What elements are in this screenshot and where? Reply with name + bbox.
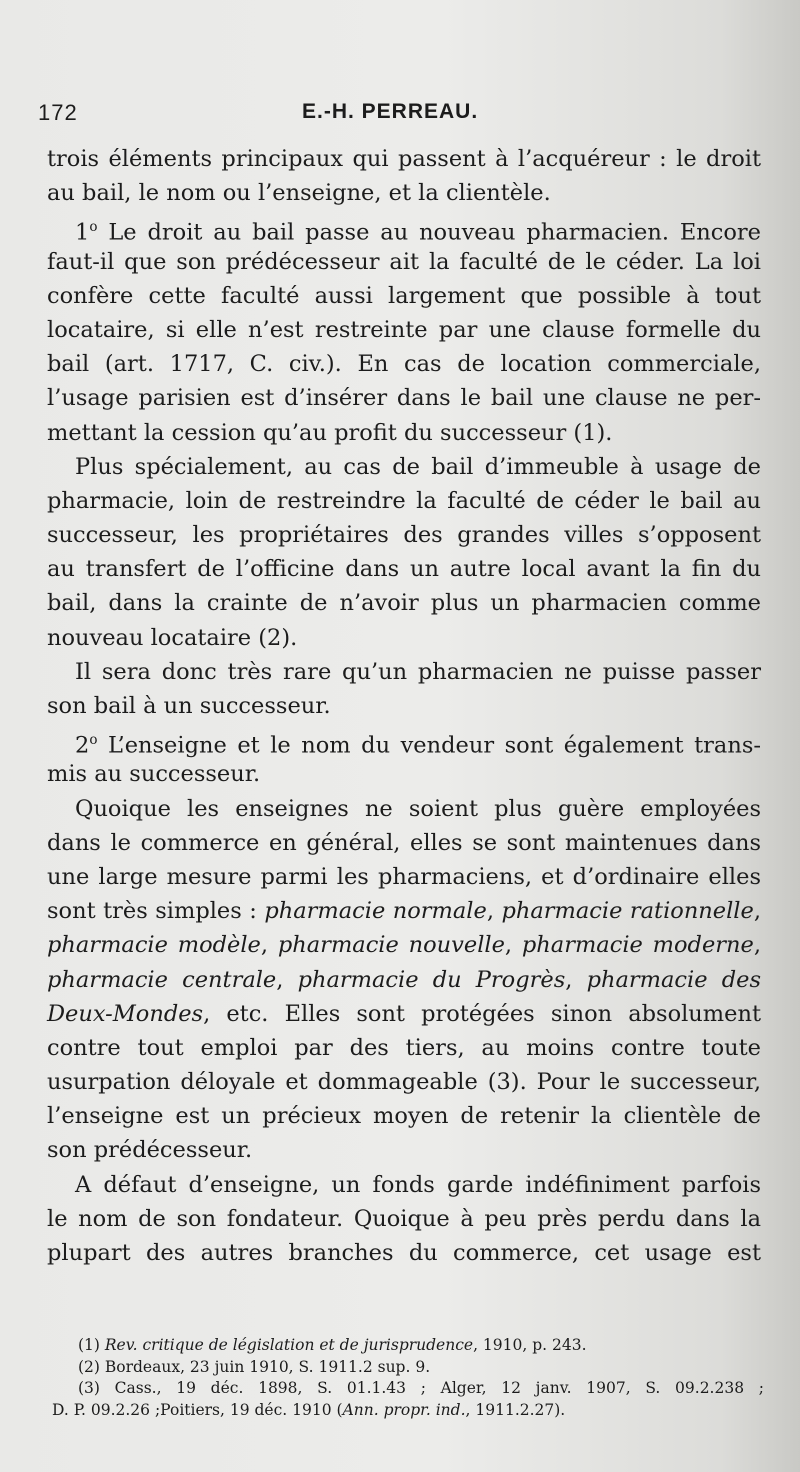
page-number: 172 <box>38 100 78 125</box>
text-run: D. P. 09.2.26 ;Poitiers, 19 déc. 1910 ( <box>52 1400 343 1419</box>
text-run: sont très simples : <box>47 898 265 925</box>
text-line <box>47 997 761 1031</box>
italic-text: pharmacie des <box>586 966 761 993</box>
text-run: , 1911.2.27). <box>465 1400 566 1419</box>
text-run: , <box>565 966 587 993</box>
text-line <box>47 689 761 723</box>
text-run: confère cette faculté aussi largement que possible à tout <box>47 282 761 309</box>
text-run: , <box>753 898 761 925</box>
footnote-line <box>52 1357 764 1379</box>
text-line <box>47 416 761 450</box>
text-run: 2 <box>75 732 90 759</box>
italic-text: pharmacie nouvelle <box>277 932 505 959</box>
text-line <box>47 518 761 552</box>
text-run: locataire, si elle n’est restreinte par une clause formelle du <box>47 316 761 343</box>
text-line <box>47 381 761 415</box>
text-run: bail, dans la crainte de n’avoir plus un pharmacien comme <box>47 590 761 617</box>
text-run: 1 <box>75 219 90 246</box>
text-run: l’enseigne est un précieux moyen de retenir la clientèle de <box>47 1103 761 1130</box>
text-run: , <box>486 898 502 925</box>
text-line <box>47 1065 761 1099</box>
text-run: , <box>260 932 278 959</box>
text-line <box>47 586 761 620</box>
text-line <box>47 1236 761 1270</box>
text-line <box>47 826 761 860</box>
text-run: au transfert de l’officine dans un autre local avant la fin du <box>47 556 761 583</box>
text-run: le nom de son fondateur. Quoique à peu près perdu dans la <box>47 1205 761 1232</box>
text-run: son prédécesseur. <box>47 1137 253 1164</box>
page-header <box>38 100 758 134</box>
text-line <box>47 210 761 244</box>
text-line <box>47 894 761 928</box>
text-line <box>47 142 761 176</box>
italic-text: Deux-Mondes <box>47 1000 204 1027</box>
italic-text: pharmacie centrale <box>47 966 277 993</box>
text-run: , <box>276 966 298 993</box>
text-run: mis au successeur. <box>47 761 261 788</box>
text-line <box>47 1133 761 1167</box>
text-line <box>47 757 761 791</box>
text-run: l’usage parisien est d’insérer dans le bail une clause ne per- <box>47 385 761 412</box>
text-line <box>47 245 761 279</box>
text-run: plupart des autres branches du commerce, cet usage est <box>47 1240 761 1266</box>
footnote-line <box>52 1335 764 1357</box>
footnote-line <box>52 1378 764 1400</box>
text-line <box>47 621 761 655</box>
text-line <box>47 723 761 757</box>
text-run: usurpation déloyale et dommageable (3). Pour le successeur, <box>47 1069 761 1096</box>
text-run: Le droit au bail passe au nouveau pharmacien. Encore <box>97 219 761 246</box>
italic-text: pharmacie normale <box>264 898 487 925</box>
italic-text: pharmacie moderne <box>521 932 754 959</box>
text-line <box>47 347 761 381</box>
text-run: trois éléments principaux qui passent à l’acquéreur : le droit <box>47 146 761 172</box>
text-line <box>47 655 761 689</box>
text-line <box>47 450 761 484</box>
text-line <box>47 963 761 997</box>
text-run: pharmacie, loin de restreindre la faculté de céder le bail au <box>47 487 761 514</box>
text-run: mettant la cession qu’au profit du successeur (1). <box>47 419 613 446</box>
text-run: A défaut d’enseigne, un fonds garde indéfiniment parfois <box>75 1171 761 1198</box>
text-run: , 1910, p. 243. <box>473 1336 587 1354</box>
text-line <box>47 1031 761 1065</box>
footnote-line <box>52 1400 764 1422</box>
text-line <box>47 484 761 518</box>
text-line <box>47 928 761 962</box>
text-run: , <box>753 932 761 959</box>
ordinal-superscript: o <box>89 732 98 749</box>
text-run: son bail à un successeur. <box>47 693 331 719</box>
text-line <box>47 1099 761 1133</box>
text-run: (2) Bordeaux, 23 juin 1910, S. 1911.2 sup. 9. <box>78 1357 431 1376</box>
text-run: , <box>504 932 522 959</box>
text-line <box>47 313 761 347</box>
italic-text: pharmacie modèle <box>47 932 261 959</box>
text-line <box>47 1202 761 1236</box>
text-run: dans le commerce en général, elles se sont maintenues dans <box>47 829 761 856</box>
text-run: Quoique les enseignes ne soient plus guère employées <box>75 795 761 822</box>
ordinal-superscript: o <box>89 219 98 236</box>
text-run: Il sera donc très rare qu’un pharmacien ne puisse passer <box>75 658 761 685</box>
italic-text: Rev. critique de législation et de jurisprudence <box>104 1336 474 1354</box>
text-line <box>47 279 761 313</box>
italic-text: pharmacie rationnelle <box>501 898 754 925</box>
text-run: (3) Cass., 19 déc. 1898, S. 01.1.43 ; Alger, 12 janv. 1907, S. 09.2.238 ; <box>78 1379 764 1397</box>
running-head: E.-H. PERREAU. <box>302 100 479 123</box>
text-run: (1) <box>78 1336 105 1354</box>
text-run: faut-il que son prédécesseur ait la faculté de le céder. La loi <box>47 248 761 275</box>
text-run: L’enseigne et le nom du vendeur sont également trans- <box>97 732 761 759</box>
text-run: , etc. Elles sont protégées sinon absolument <box>203 1000 761 1027</box>
text-line <box>47 1168 761 1202</box>
text-run: nouveau locataire (2). <box>47 624 298 651</box>
italic-text: pharmacie du Progrès <box>297 966 566 993</box>
text-run: bail (art. 1717, C. civ.). En cas de location commerciale, <box>47 351 761 378</box>
text-run: successeur, les propriétaires des grandes villes s’opposent <box>47 522 761 549</box>
text-run: au bail, le nom ou l’enseigne, et la clientèle. <box>47 180 551 207</box>
text-line <box>47 860 761 894</box>
text-line <box>47 792 761 826</box>
footnotes <box>52 1335 764 1421</box>
text-line <box>47 176 761 210</box>
body-text <box>47 142 761 1270</box>
italic-text: Ann. propr. ind. <box>342 1400 466 1419</box>
text-run: Plus spécialement, au cas de bail d’immeuble à usage de <box>75 453 761 480</box>
text-run: contre tout emploi par des tiers, au moins contre toute <box>47 1034 761 1061</box>
text-line <box>47 552 761 586</box>
text-run: une large mesure parmi les pharmaciens, et d’ordinaire elles <box>47 863 761 890</box>
